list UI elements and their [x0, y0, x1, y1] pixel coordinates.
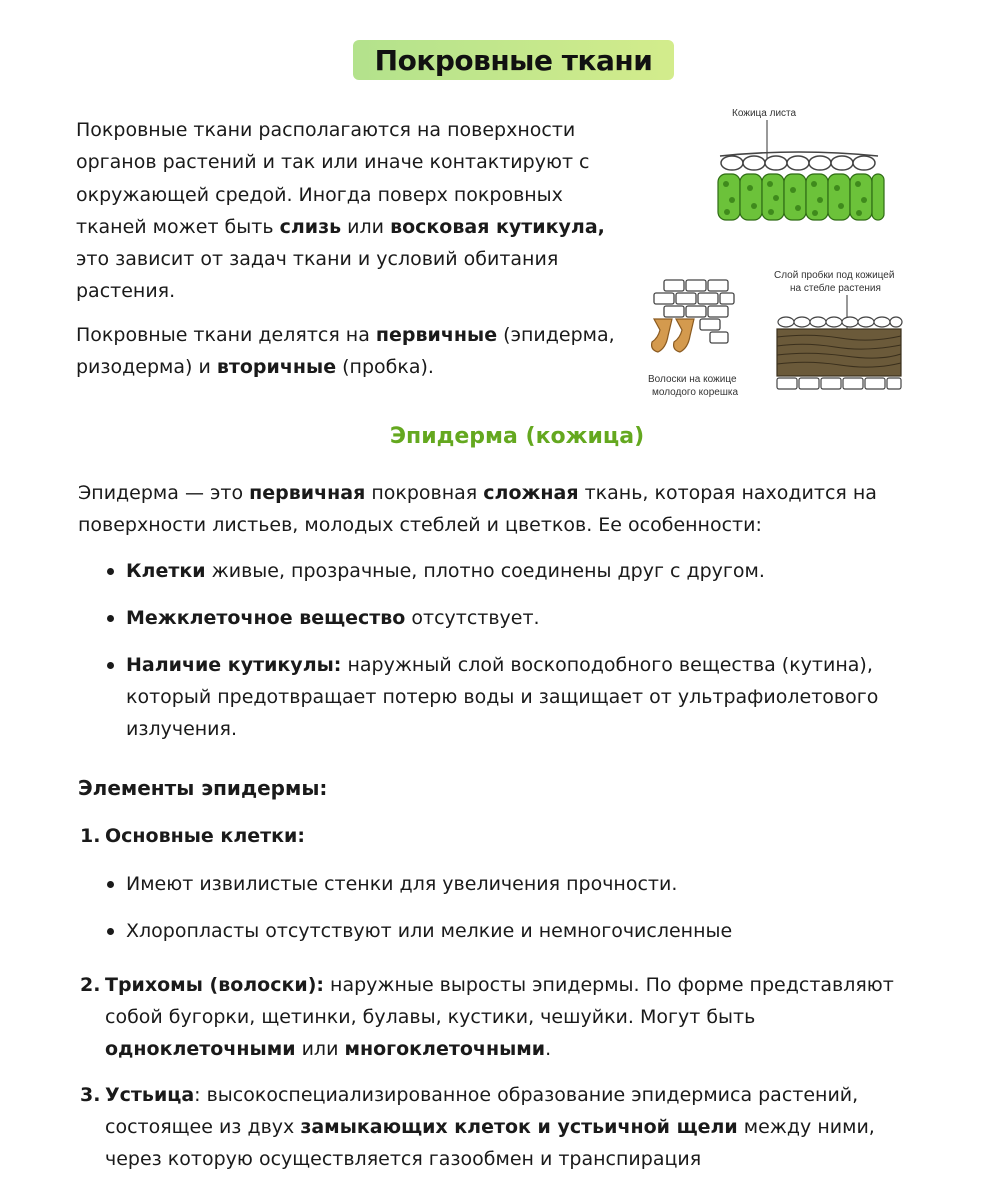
leaf-epidermis-diagram: [718, 108, 884, 220]
element-bullet: Хлоропласты отсутствуют или мелкие и немногочисленные: [78, 915, 928, 947]
element-number: 1.: [80, 825, 101, 847]
section-body: [78, 477, 928, 1175]
element-number: 2.: [80, 974, 101, 996]
epidermis-definition: Эпидерма — это первичная покровная сложная ткань, которая находится на поверхности листьев, молодых стеблей и цветков. Ее особенности:: [78, 482, 877, 536]
intro-paragraph-1: Покровные ткани располагаются на поверхности органов растений и так или иначе контактируют с окружающей средой. Иногда поверх покровных тканей может быть слизь или восковая кутикула, это зависит от задач ткани и условий обитания растения.: [76, 119, 605, 303]
element-item: 2. Трихомы (волоски): наружные выросты эпидермы. По форме представляют собой бугорки, щетинки, булавы, кустики, чешуйки. Могут быть одноклеточными или многоклеточными.: [78, 969, 928, 1065]
label-root-hairs-1: Волоски на кожице: [648, 374, 737, 385]
cork-layer-diagram: [774, 269, 902, 389]
label-cork-2: на стебле растения: [790, 283, 881, 294]
feature-item: Межклеточное вещество отсутствует.: [78, 602, 928, 634]
element-item: 3. Устьица: высокоспециализированное образование эпидермиса растений, состоящее из двух замыкающих клеток и устьичной щели между ними, через которую осуществляется газообмен и транспирация: [78, 1079, 928, 1175]
elements-heading: Элементы эпидермы:: [78, 776, 328, 800]
element-item: [78, 820, 928, 947]
element-title: Устьица: [105, 1084, 195, 1106]
section-title: Эпидерма (кожица): [389, 424, 645, 449]
label-leaf-epidermis: Кожица листа: [732, 108, 797, 119]
root-hair-diagram: [648, 280, 738, 398]
feature-item: Наличие кутикулы: наружный слой воскоподобного вещества (кутина), который предотвращает потерю воды и защищает от ультрафиолетового излучения.: [78, 649, 928, 745]
feature-item: Клетки живые, прозрачные, плотно соединены друг с другом.: [78, 555, 928, 587]
element-title: Основные клетки:: [105, 825, 305, 847]
features-list: [78, 555, 928, 745]
elements-list: [78, 820, 928, 1175]
element-number: 3.: [80, 1084, 101, 1106]
element-bullet: Имеют извилистые стенки для увеличения прочности.: [78, 868, 928, 900]
tissue-illustration: [640, 100, 910, 400]
page-title: Покровные ткани: [353, 40, 674, 80]
intro-paragraph-2: Покровные ткани делятся на первичные (эпидерма, ризодерма) и вторичные (пробка).: [76, 323, 615, 379]
element-title: Трихомы (волоски):: [105, 974, 324, 996]
label-root-hairs-2: молодого корешка: [652, 387, 739, 398]
label-cork-1: Слой пробки под кожицей: [774, 270, 895, 281]
element-bullets: [78, 868, 928, 947]
intro-text: [76, 114, 616, 394]
